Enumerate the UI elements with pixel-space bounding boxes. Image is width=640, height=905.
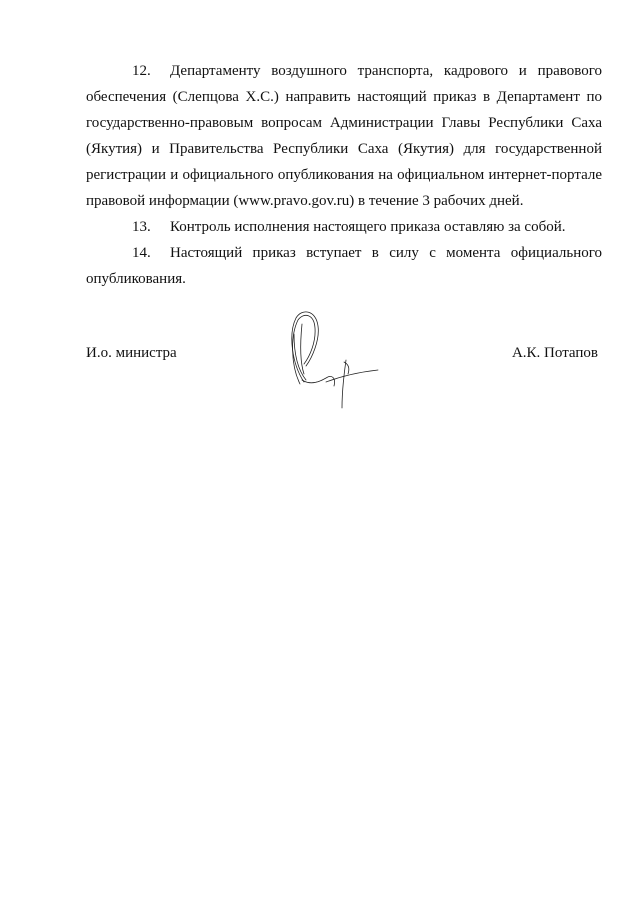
handwritten-signature (282, 304, 382, 414)
paragraph-14 (86, 240, 602, 292)
paragraph-text: Настоящий приказ вступает в силу с момента официального опубликования. (86, 245, 602, 287)
paragraph-text: Контроль исполнения настоящего приказа оставляю за собой. (170, 219, 566, 235)
paragraph-12 (86, 58, 602, 214)
document-body (86, 58, 602, 292)
signatory-position: И.о. министра (86, 345, 177, 361)
paragraph-number: 13. (132, 219, 151, 235)
paragraph-number: 12. (132, 63, 151, 79)
paragraph-number: 14. (132, 245, 151, 261)
signatory-name: А.К. Потапов (511, 345, 598, 361)
paragraph-text: Департаменту воздушного транспорта, кадрового и правового обеспечения (Слепцова Х.С.) направить настоящий приказ в Департамент по государственно-правовым вопросам Администрации Главы Республики Саха (Якутия) и Правительства Республики Саха (Якутия) для государственной регистрации и официального опубликования на официальном интернет-портале правовой информации (www.pravo.gov.ru) в течение 3 рабочих дней. (86, 63, 602, 209)
paragraph-13 (86, 214, 602, 240)
